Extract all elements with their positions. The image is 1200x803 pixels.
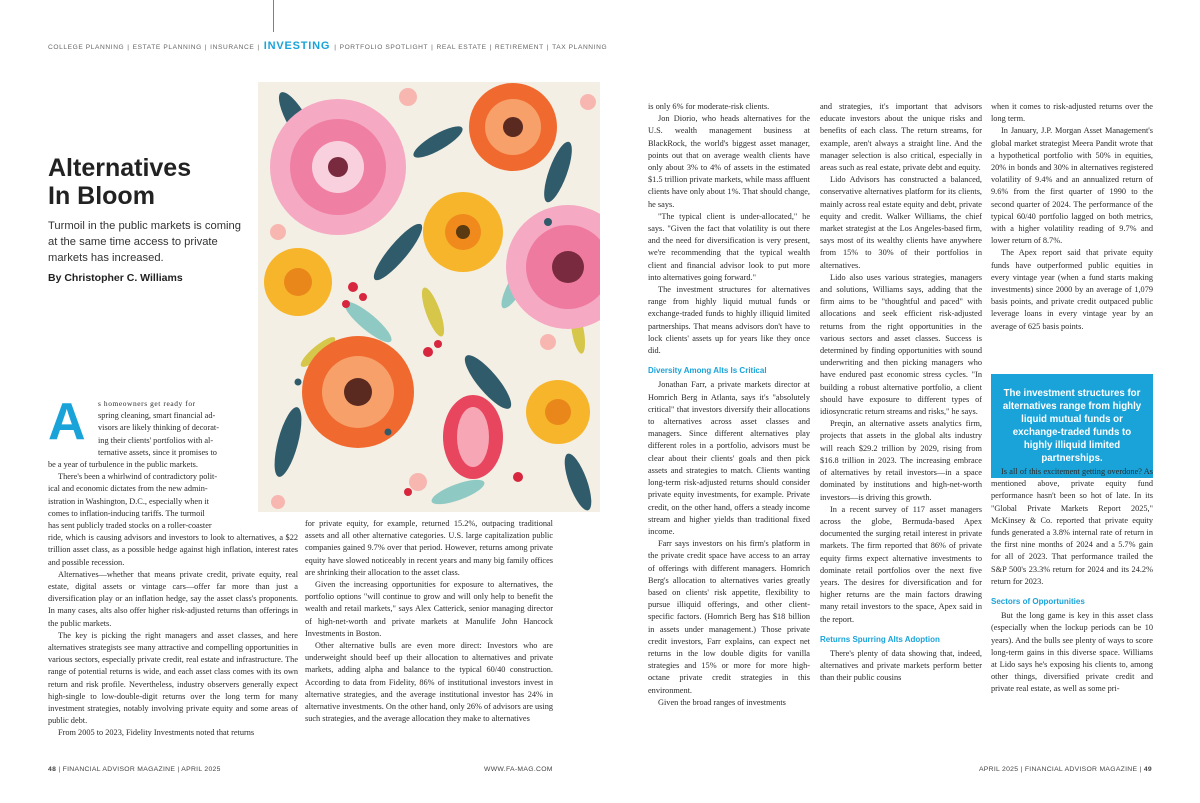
nav-item-real-estate[interactable]: REAL ESTATE	[436, 44, 487, 51]
page-number-left: 48	[48, 766, 57, 773]
lead-line: ing their clients' portfolios with al-	[98, 435, 214, 445]
paragraph: when it comes to risk-adjusted returns over the long term.	[991, 102, 1153, 124]
nav-item-estate-planning[interactable]: ESTATE PLANNING	[132, 44, 202, 51]
nav-item-insurance[interactable]: INSURANCE	[210, 44, 255, 51]
footer-date-left: APRIL 2025	[181, 766, 221, 773]
paragraph: There's plenty of data showing that, indeed, alternatives and private markets perform better than their public cousins	[820, 648, 982, 683]
top-rule	[273, 0, 274, 32]
nav-item-college-planning[interactable]: COLLEGE PLANNING	[48, 44, 125, 51]
paragraph: Lido also uses various strategies, managers and solutions, Williams says, adding that the firm aims to be "thoughtful and paced" with allocations and seek efficient risk-adjusted returns from the right opportunities in the various sectors and asset classes. Success is determined by finding opportunities with sound underwriting and then picking managers who have endured past economic stress cycles. "In building a robust alternative portfolio, a client should have exposure to different types of idiosyncratic return streams and risks," he says.	[820, 272, 982, 417]
paragraph: In January, J.P. Morgan Asset Management's global market strategist Meera Pandit wrote that a hypothetical portfolio with 50% in equities, 20% in bonds and 30% in alternatives registered volatility of 9.4% and an annualized return of 9.6% from the first quarter of 1990 to the second quarter of 2024. The performance of the typical 60/40 portfolio lagged on both metrics, with a higher volatility reading of 9.7% and lower return of 8.7%.	[991, 126, 1153, 246]
article-dek: Turmoil in the public markets is coming at the same time access to private markets has increased.	[48, 220, 241, 264]
drop-cap: A	[48, 393, 86, 451]
paragraph: Farr says investors on his firm's platform in the private credit space have access to an array of offerings with different managers. Homrich Berg's allocation to alternatives varies greatly based on clients' risk appetite, flexibility to pursue illiquid offerings, and other client-specific factors. (Homrich Berg has $18 billion in assets under management.) Those private credit investors, Farr explains, can expect net returns in the low double digits for vanilla strategies and 15% or more for more high-octane private credit strategies in this environment.	[648, 539, 810, 695]
nav-item-investing-active[interactable]: INVESTING	[263, 40, 331, 52]
pull-quote: The investment structures for alternatives range from highly liquid mutual funds or exchange-traded funds to highly illiquid limited partnerships.	[991, 374, 1153, 478]
text-line: istration in Washington, D.C., especially when it	[48, 496, 209, 506]
column-5-bottom	[991, 466, 1153, 696]
article-title	[48, 154, 258, 210]
nav-item-tax-planning[interactable]: TAX PLANNING	[552, 44, 608, 51]
lead-line: s homeowners get ready for	[98, 399, 196, 408]
page-number-right: 49	[1143, 766, 1152, 773]
column-5-top	[991, 101, 1153, 333]
text-line: ical and economic dictates from the new admin-	[48, 484, 208, 494]
section-nav: COLLEGE PLANNING | ESTATE PLANNING | INSURANCE | INVESTING | PORTFOLIO SPOTLIGHT | REAL ESTATE | RETIREMENT | TAX PLANNING	[48, 40, 608, 52]
paragraph: From 2005 to 2023, Fidelity Investments noted that returns	[58, 728, 255, 738]
paragraph: Other alternative bulls are even more direct: Investors who are underweight should beef up their allocation to alternatives and private markets, adding alpha and balance to the typical 60/40 construction. According to data from Fidelity, 86% of institutional investors invest in alternative strategies, and the average institutional investor has 24% in alternative investments. On the other hand, only 26% of advisors are using such strategies, and the average allocation they make to alternatives	[305, 641, 553, 724]
paragraph	[48, 471, 260, 532]
footer-date-right: APRIL 2025	[978, 766, 1019, 773]
column-3	[648, 101, 810, 709]
lead-line: visors are likely thinking of decorat-	[98, 423, 219, 433]
lead-line: spring cleaning, smart financial ad-	[98, 411, 216, 421]
paragraph: Given the broad ranges of investments	[658, 697, 786, 707]
paragraph: is only 6% for moderate-risk clients.	[648, 102, 770, 111]
paragraph: But the long game is key in this asset class (especially when the lockup periods can be 10 years). And the bulls see plenty of ways to score long-term gains in this diverse space. Williams at Lido says he's exposing his clients to, among other things, diversified private credit and private real estate, as well as some pri-	[991, 611, 1153, 694]
subhead-returns: Returns Spurring Alts Adoption	[820, 634, 940, 644]
paragraph: The key is picking the right managers and asset classes, and here alternatives strategists see many attractive and compelling opportunities in various sectors, especially private credit, real estate and infrastructure. The range of potential returns is wide, and each asset class comes with its own return and risk profile. Nevertheless, industry observers generally expect high-single to low-double-digit returns over the long term for many investment strategies, notably involving private equity and some areas of public debt.	[48, 630, 298, 726]
column-2	[305, 518, 553, 725]
paragraph: Preqin, an alternative assets analytics firm, projects that assets in the global alts industry will reach $29.2 trillion by 2029, rising from $16.8 trillion in 2023. The increasing embrace of alternatives by retail investors—in a space dominated by institutions and high-net-worth investors—is driving this growth.	[820, 419, 982, 502]
title-line-2: In Bloom	[48, 182, 155, 210]
paragraph: Lido Advisors has constructed a balanced, conservative alternatives platform for its clients, mainly across real estate equity and debt, private equity and credit. Walker Williams, the chief market strategist at the Los Angeles-based firm, says most of its wealthy clients have anywhere from 15% to 30% of their portfolios in alternatives.	[820, 175, 982, 270]
paragraph: In a recent survey of 117 asset managers across the globe, Bermuda-based Apex documented the surging retail interest in private markets. The firm reported that 86% of private equity firms expect alternative investments to dominate retail portfolios over the next five years. The desires for diversification and for higher returns are the main factors drawing many retail investors to the space, Apex said in the report.	[820, 504, 982, 624]
paragraph: Is all of this excitement getting overdone? As mentioned above, private equity fund performance hasn't been so hot of late. In its "Global Private Markets Report 2025," McKinsey & Co. reported that private equity funds generated a 3.8% internal rate of return in the first nine months of 2024 and a 5.7% gain for all of 2023. That performance trailed the S&P 500's 23.3% return for 2024 and its 24.2% return for 2023.	[991, 467, 1153, 586]
footer-magazine-left: FINANCIAL ADVISOR MAGAZINE	[62, 766, 176, 773]
footer-right: APRIL 2025 | FINANCIAL ADVISOR MAGAZINE | 49	[978, 766, 1152, 773]
text-line: There's been a whirlwind of contradictory polit-	[58, 472, 218, 482]
column-4	[820, 101, 982, 685]
nav-item-retirement[interactable]: RETIREMENT	[494, 44, 544, 51]
floral-illustration	[258, 82, 600, 512]
paragraph: The Apex report said that private equity funds have outperformed public equities in every vintage year (when a fund starts making investments) since 2000 by an average of 1,079 basis points, and private credit outpaced public leverage loans in every vintage year by an average of 625 basis points.	[991, 248, 1153, 331]
paragraph: Given the increasing opportunities for exposure to alternatives, the portfolio options "will continue to grow and will only help to benefit the wealth and retail markets," says Alex Catterick, senior managing director of high-net-worth and private markets at Manulife John Hancock Investments in Boston.	[305, 580, 553, 638]
text-line: comes to inflation-inducing tariffs. The turmoil	[48, 508, 205, 518]
paragraph: Jonathan Farr, a private markets director at Homrich Berg in Atlanta, says it's "absolutely critical" that investors diversify their allocations to alternatives across asset classes and managers. Since different alternatives play different roles in a portfolio, advisors must be clear about their clients' goals and then pick assets and strategies to match. Clients wanting long-term risk-adjusted returns should consider private equity investments, for example. Private credit, on the other hand, offers a steady income stream and higher yields than traditional fixed income.	[648, 380, 810, 536]
footer-url[interactable]: WWW.FA-MAG.COM	[484, 766, 553, 773]
lead-line: ternative assets, since it promises to	[98, 447, 217, 457]
title-line-1: Alternatives	[48, 154, 192, 182]
nav-item-portfolio-spotlight[interactable]: PORTFOLIO SPOTLIGHT	[339, 44, 429, 51]
paragraph: "The typical client is under-allocated," he says. "Given the fact that volatility is out there and the need for diversification is very present, we're recommending that the typical wealth client and financial advisor look to put more into alternatives going forward."	[648, 211, 810, 282]
subhead-sectors: Sectors of Opportunities	[991, 597, 1085, 607]
paragraph: The investment structures for alternatives range from highly liquid mutual funds or exchange-traded funds to highly illiquid limited partnerships. That means advisors don't have to lock clients' assets up for years like they once did.	[648, 285, 810, 356]
footer-left: 48 | FINANCIAL ADVISOR MAGAZINE | APRIL 2025	[48, 766, 221, 773]
paragraph: Jon Diorio, who heads alternatives for the U.S. wealth management business at BlackRock, the world's biggest asset manager, points out that on average wealth clients have only about 3% to 4% of assets in the estimated $1.5 trillion private markets, while mass affluent clients have only about 1%. That should change, he says.	[648, 114, 810, 209]
subhead-diversity: Diversity Among Alts Is Critical	[648, 366, 767, 376]
byline: By Christopher C. Williams	[48, 272, 183, 284]
paragraph: for private equity, for example, returned 15.2%, outpacing traditional assets and all other alternative categories. U.S. large capitalization public companies gained 9.7% over that period. However, returns among private equity have slowed noticeably in recent years and many big family offices are shrinking their allocation to the asset class.	[305, 519, 553, 577]
paragraph: Alternatives—whether that means private credit, private equity, real estate, digital assets or vintage cars—offer far more than just a diversification play or an inflation hedge, say the asset class's proponents. In many cases, alts also offer higher risk-adjusted returns than offerings in the public markets.	[48, 569, 298, 628]
paragraph: ride, which is causing advisors and investors to look to alternatives, a $22 trillion asset class, as a possible hedge against high inflation, interest rates and possible recession.	[48, 533, 298, 567]
paragraph: and strategies, it's important that advisors educate investors about the unique risks and benefits of each class. The return streams, for example, aren't always a straight line. And the manager selection is also critical, especially in areas such as real estate, private debt and equity.	[820, 102, 982, 173]
lead-paragraph	[48, 393, 298, 471]
column-1	[48, 393, 298, 740]
lead-line: be a year of turbulence in the public markets.	[48, 460, 198, 470]
footer-magazine-right: FINANCIAL ADVISOR MAGAZINE	[1024, 766, 1138, 773]
text-line: has sent publicly traded stocks on a roller-coaster	[48, 521, 212, 531]
